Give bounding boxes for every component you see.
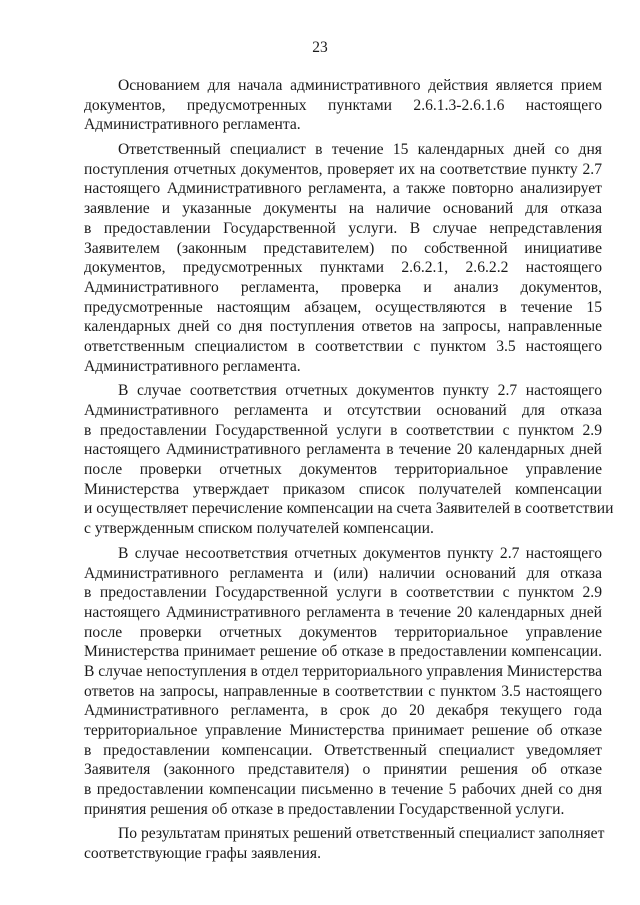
paragraph-line: Ответственный специалист в течение 15 календарных дней со дня bbox=[118, 141, 602, 159]
paragraph-line: настоящего Административного регламента, а также повторно анализирует bbox=[84, 180, 602, 198]
document-body bbox=[84, 76, 614, 869]
paragraph bbox=[84, 544, 602, 820]
paragraph-line: настоящего Административного регламента в течение 20 календарных дней bbox=[84, 603, 602, 621]
paragraph-line: в предоставлении Государственной услуги. В случае непредставления bbox=[84, 219, 602, 237]
paragraph bbox=[84, 824, 605, 863]
paragraph-line: настоящего Административного регламента в течение 20 календарных дней bbox=[84, 441, 602, 459]
paragraph-line: Заявителем (законным представителем) по собственной инициативе bbox=[84, 239, 602, 257]
paragraph bbox=[84, 381, 614, 539]
paragraph-line: В случае непоступления в отдел территориального управления Министерства bbox=[84, 662, 602, 680]
paragraph-line: и осуществляет перечисление компенсации на счета Заявителей в соответствии bbox=[84, 500, 614, 518]
paragraph-line: Административного регламента и отсутствии оснований для отказа bbox=[84, 402, 602, 419]
paragraph-line: В случае несоответствия отчетных документов пункту 2.7 настоящего bbox=[118, 544, 602, 562]
paragraph-line: Заявителя (законного представителя) о принятии решения об отказе bbox=[84, 761, 602, 779]
paragraph-line: календарных дней со дня поступления ответов на запросы, направленные bbox=[84, 318, 602, 336]
paragraph-line: Административного регламента и (или) наличии оснований для отказа bbox=[84, 564, 602, 582]
paragraph-line: документов, предусмотренных пунктами 2.6.1.3-2.6.1.6 настоящего bbox=[84, 96, 602, 114]
paragraph-line: В случае соответствия отчетных документов пункту 2.7 настоящего bbox=[118, 382, 602, 400]
paragraph-line: Министерства принимает решение об отказе в предоставлении компенсации. bbox=[84, 643, 602, 661]
paragraph-line: с утвержденным списком получателей компенсации. bbox=[84, 520, 434, 538]
paragraph-line: Административного регламента, проверка и анализ документов, bbox=[84, 278, 602, 296]
paragraph-line: поступления отчетных документов, проверяет их на соответствие пункту 2.7 bbox=[84, 160, 602, 178]
page-number: 23 bbox=[312, 39, 328, 56]
paragraph-line: предусмотренные настоящим абзацем, осуществляются в течение 15 bbox=[84, 298, 602, 316]
paragraph-line: ответственным специалистом в соответствии с пунктом 3.5 настоящего bbox=[84, 337, 602, 355]
paragraph-line: территориальное управление Министерства принимает решение об отказе bbox=[84, 722, 602, 739]
paragraph-line: ответов на запросы, направленные в соответствии с пунктом 3.5 настоящего bbox=[84, 682, 602, 700]
paragraph-line: Административного регламента. bbox=[84, 116, 301, 134]
paragraph-line: По результатам принятых решений ответственный специалист заполняет bbox=[118, 825, 605, 843]
paragraph bbox=[84, 76, 602, 135]
paragraph-line: Административного регламента, в срок до 20 декабря текущего года bbox=[84, 702, 602, 720]
paragraph-line: принятия решения об отказе в предоставлении Государственной услуги. bbox=[84, 800, 565, 818]
paragraph-line: в предоставлении компенсации письменно в течение 5 рабочих дней со дня bbox=[84, 781, 602, 799]
paragraph-line: в предоставлении компенсации. Ответственный специалист уведомляет bbox=[84, 741, 602, 759]
paragraph bbox=[84, 140, 602, 376]
paragraph-line: соответствующие графы заявления. bbox=[84, 845, 321, 863]
paragraph-line: после проверки отчетных документов территориальное управление bbox=[84, 623, 602, 641]
paragraph-line: документов, предусмотренных пунктами 2.6.2.1, 2.6.2.2 настоящего bbox=[84, 259, 602, 277]
paragraph-line: в предоставлении Государственной услуги в соответствии с пунктом 2.9 bbox=[84, 421, 602, 439]
paragraph-line: заявление и указанные документы на наличие оснований для отказа bbox=[84, 200, 602, 218]
paragraph-line: после проверки отчетных документов территориальное управление bbox=[84, 461, 602, 479]
paragraph-line: в предоставлении Государственной услуги в соответствии с пунктом 2.9 bbox=[84, 584, 602, 602]
paragraph-line: Административного регламента. bbox=[84, 357, 301, 375]
paragraph-line: Основанием для начала административного действия является прием bbox=[118, 77, 602, 94]
paragraph-line: Министерства утверждает приказом список получателей компенсации bbox=[84, 480, 602, 498]
